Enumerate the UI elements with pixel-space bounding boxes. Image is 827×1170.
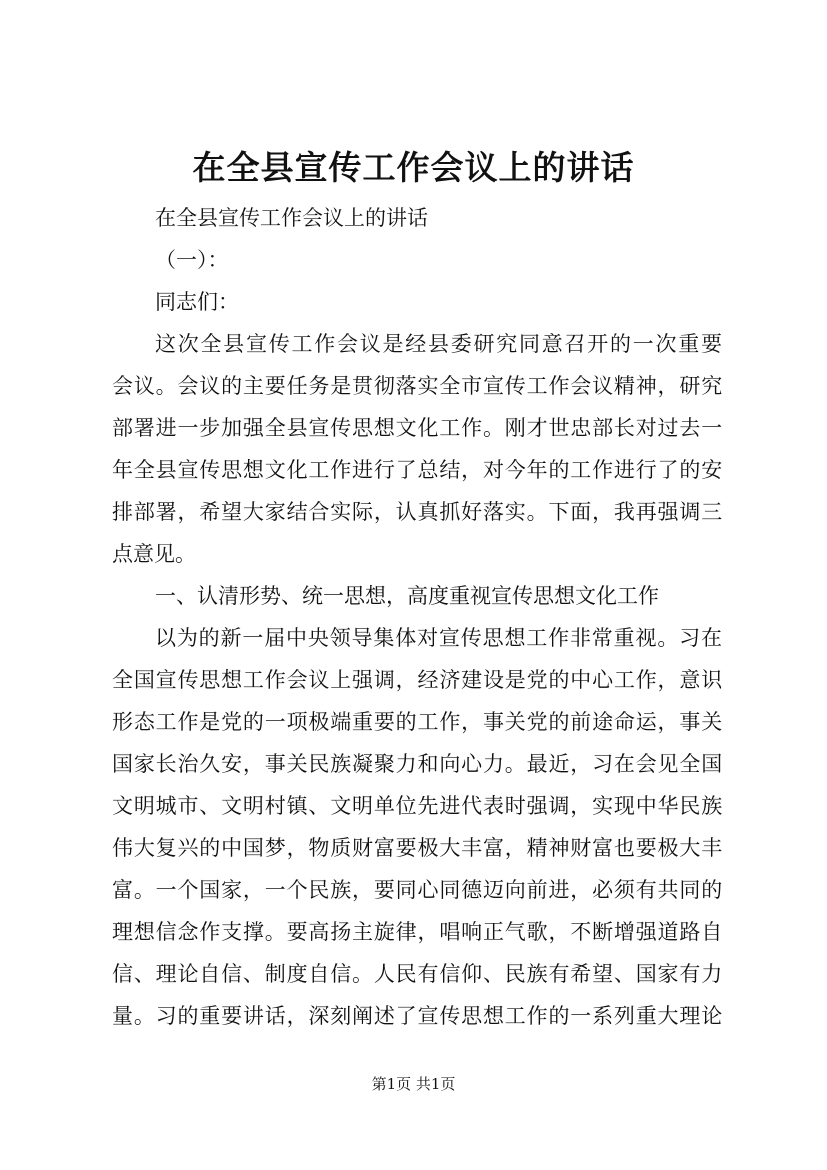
document-title: 在全县宣传工作会议上的讲话 xyxy=(192,148,635,187)
paragraph-line: 国家长治久安，事关民族凝聚力和向心力。最近，习在会见全国 xyxy=(112,752,722,776)
salutation-line: 同志们： xyxy=(155,290,239,314)
paragraph-line: 信、理论自信、制度自信。人民有信仰、民族有希望、国家有力 xyxy=(112,962,722,986)
paragraph-line: 伟大复兴的中国梦，物质财富要极大丰富，精神财富也要极大丰 xyxy=(112,836,722,860)
paragraph-line: 以为的新一届中央领导集体对宣传思想工作非常重视。习在 xyxy=(155,626,722,650)
paragraph-line: 会议。会议的主要任务是贯彻落实全市宣传工作会议精神，研究 xyxy=(112,374,722,398)
paragraph-line: 这次全县宣传工作会议是经县委研究同意召开的一次重要 xyxy=(155,332,722,356)
subtitle-line: 在全县宣传工作会议上的讲话 xyxy=(155,206,428,230)
paragraph-line: 文明城市、文明村镇、文明单位先进代表时强调，实现中华民族 xyxy=(112,794,722,818)
paragraph-line: 富。一个国家，一个民族，要同心同德迈向前进，必须有共同的 xyxy=(112,878,722,902)
paragraph-line: 量。习的重要讲话，深刻阐述了宣传思想工作的一系列重大理论 xyxy=(112,1004,722,1028)
paragraph-line: 点意见。 xyxy=(112,542,196,566)
section-number-line: （一）： xyxy=(155,248,229,272)
section-heading: 一、认清形势、统一思想，高度重视宣传思想文化工作 xyxy=(155,584,659,608)
paragraph-line: 部署进一步加强全县宣传思想文化工作。刚才世忠部长对过去一 xyxy=(112,416,722,440)
document-body xyxy=(112,197,722,1037)
paragraph-line: 排部署，希望大家结合实际，认真抓好落实。下面，我再强调三 xyxy=(112,500,722,524)
paragraph-line: 年全县宣传思想文化工作进行了总结，对今年的工作进行了的安 xyxy=(112,458,722,482)
paragraph-line: 理想信念作支撑。要高扬主旋律，唱响正气歌，不断增强道路自 xyxy=(112,920,722,944)
paragraph-line: 全国宣传思想工作会议上强调，经济建设是党的中心工作，意识 xyxy=(112,668,722,692)
paragraph-line: 形态工作是党的一项极端重要的工作，事关党的前途命运，事关 xyxy=(112,710,722,734)
page-number-footer: 第1页 共1页 xyxy=(371,1075,456,1093)
